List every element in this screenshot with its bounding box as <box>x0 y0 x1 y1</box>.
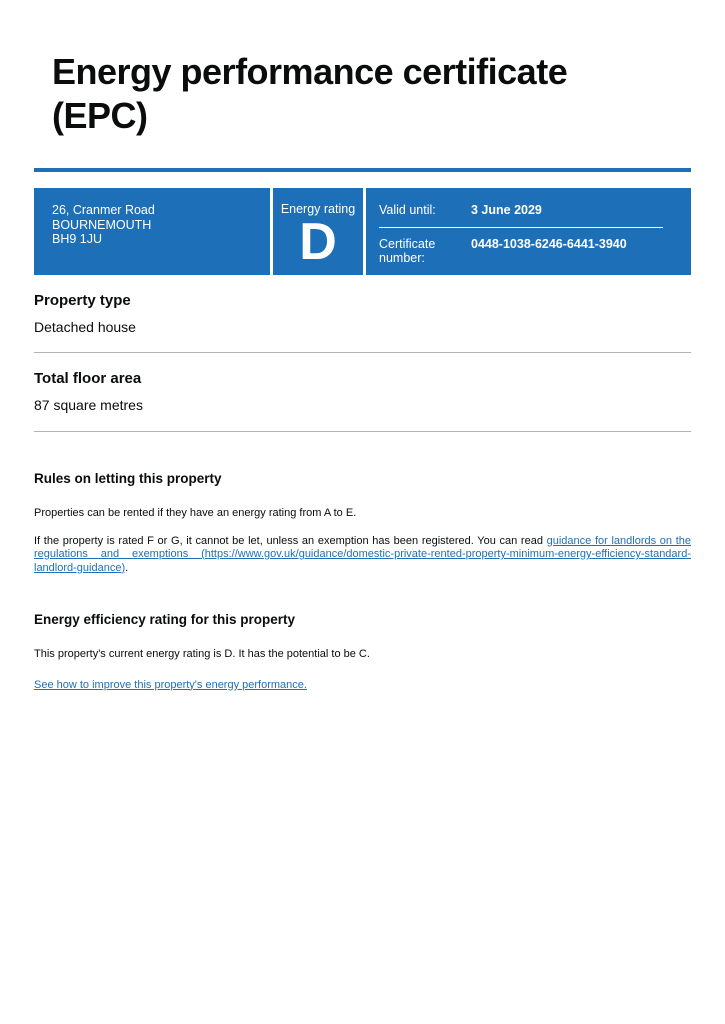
letting-rules-paragraph-2-text: If the property is rated F or G, it cannot be let, unless an exemption has been registered. You can read <box>34 534 547 547</box>
floor-area-heading: Total floor area <box>34 370 142 387</box>
floor-area-section <box>34 370 691 432</box>
letting-rules-paragraph-1: Properties can be rented if they have an energy rating from A to E. <box>34 507 357 519</box>
address-line-1: 26, Cranmer Road <box>52 203 155 217</box>
energy-rating-label: Energy rating <box>280 202 356 216</box>
efficiency-rating-paragraph: This property's current energy rating is D. It has the potential to be C. <box>34 648 370 660</box>
efficiency-rating-heading: Energy efficiency rating for this property <box>34 612 296 627</box>
letting-rules-paragraph-2-period: . <box>125 561 129 574</box>
letting-rules-heading: Rules on letting this property <box>34 471 222 486</box>
section-divider <box>34 352 691 353</box>
property-type-heading: Property type <box>34 292 131 309</box>
certificate-summary-box <box>34 188 691 275</box>
address-line-2: BOURNEMOUTH <box>52 217 152 232</box>
certificate-number-value: 0448-1038-6246-6441-3940 <box>471 236 627 251</box>
valid-until-label: Valid until: <box>379 203 436 217</box>
certificate-number-row <box>379 228 663 275</box>
section-divider <box>34 431 691 432</box>
energy-rating-panel <box>273 188 363 275</box>
efficiency-rating-section <box>34 612 691 693</box>
valid-until-value: 3 June 2029 <box>471 203 542 217</box>
letting-rules-paragraph-2 <box>34 535 691 576</box>
title-divider <box>34 168 691 172</box>
document-content <box>34 0 691 693</box>
letting-rules-section <box>34 471 691 575</box>
address-line-3: BH9 1JU <box>52 232 103 246</box>
valid-until-row <box>379 188 663 227</box>
property-type-value: Detached house <box>34 319 136 335</box>
property-address <box>34 188 270 275</box>
improve-performance-link[interactable]: See how to improve this property's energy performance. <box>34 678 307 691</box>
property-type-section <box>34 292 691 353</box>
certificate-number-label: Certificate number: <box>379 236 436 265</box>
landlord-guidance-link[interactable]: guidance for landlords on the regulations and exemptions (https://www.gov.uk/guidance/domestic-private-rented-property-minimum-energy-efficiency-standard-landlord-guidance) <box>34 534 691 574</box>
page-title: Energy performance certificate (EPC) <box>52 51 568 136</box>
validity-panel <box>366 188 691 275</box>
energy-rating-value: D <box>299 213 337 271</box>
floor-area-value: 87 square metres <box>34 397 143 413</box>
